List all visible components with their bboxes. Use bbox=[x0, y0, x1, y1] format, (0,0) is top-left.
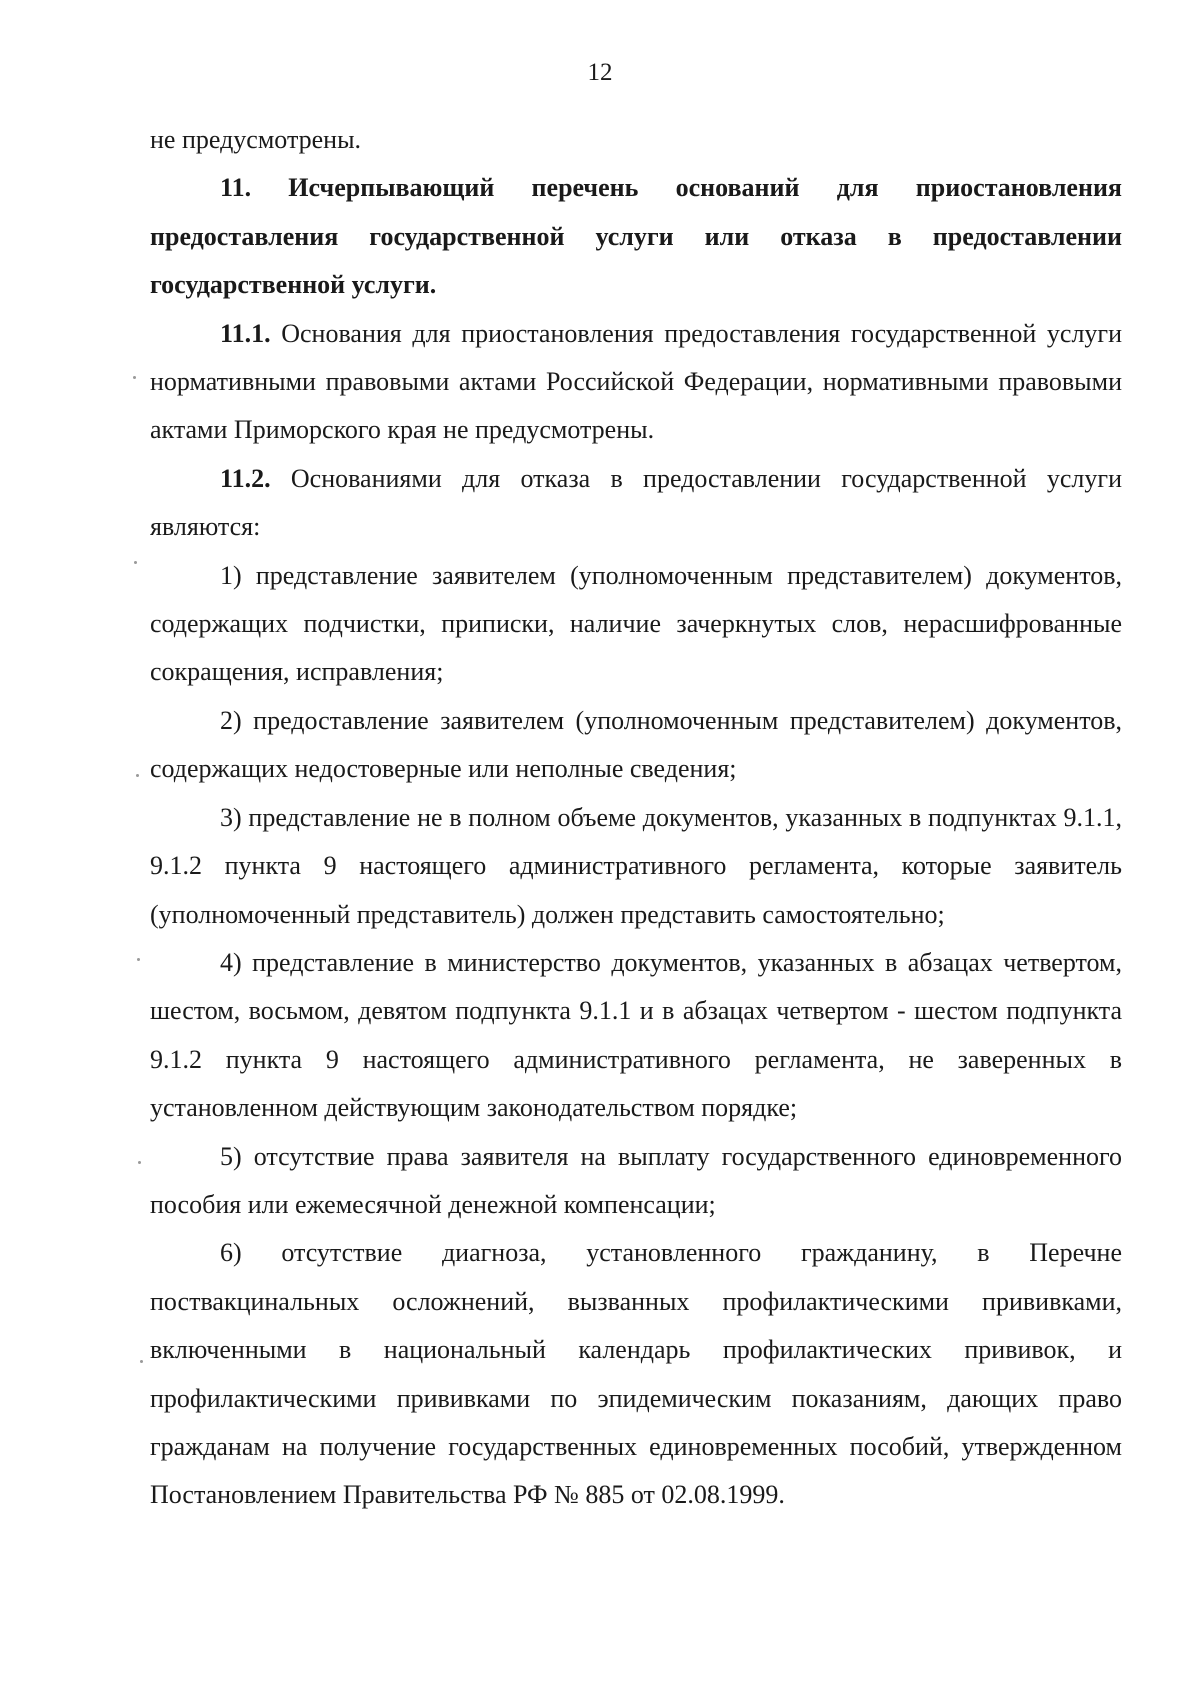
paragraph-11-2 bbox=[150, 455, 1122, 552]
section-heading-11: 11. Исчерпывающий перечень оснований для приостановления предоставления государственной услуги или отказа в предоставлении государственной услуги. bbox=[150, 173, 1122, 300]
clause-number-11-2: 11.2. bbox=[220, 463, 271, 493]
list-item-4: 4) представление в министерство документов, указанных в абзацах четвертом, шестом, восьмом, девятом подпункта 9.1.1 и в абзацах четвертом - шестом подпункта 9.1.2 пункта 9 настоящего административного регламента, не заверенных в установленном действующим законодательством порядке; bbox=[150, 947, 1122, 1123]
paragraph-11-1 bbox=[150, 310, 1122, 455]
list-item-5: 5) отсутствие права заявителя на выплату государственного единовременного пособия или ежемесячной денежной компенсации; bbox=[150, 1141, 1122, 1219]
scan-speck bbox=[133, 376, 136, 379]
scan-speck bbox=[137, 958, 140, 961]
list-item-1: 1) представление заявителем (уполномоченным представителем) документов, содержащих подчистки, приписки, наличие зачеркнутых слов, нерасшифрованные сокращения, исправления; bbox=[150, 560, 1122, 687]
scan-speck bbox=[140, 1360, 143, 1363]
list-item-2: 2) предоставление заявителем (уполномоченным представителем) документов, содержащих недостоверные или неполные сведения; bbox=[150, 705, 1122, 784]
page-number: 12 bbox=[587, 59, 613, 86]
scan-speck bbox=[134, 561, 137, 564]
list-item-3: 3) представление не в полном объеме документов, указанных в подпунктах 9.1.1, 9.1.2 пункта 9 настоящего административного регламента, которые заявитель (уполномоченный представитель) должен представить самостоятельно; bbox=[150, 802, 1122, 929]
paragraph-continuation: не предусмотрены. bbox=[150, 125, 362, 154]
clause-text-11-1: Основания для приостановления предоставления государственной услуги нормативными правовыми актами Российской Федерации, нормативными правовыми актами Приморского края не предусмотрены. bbox=[150, 318, 1122, 445]
scan-speck bbox=[136, 774, 139, 777]
clause-number-11-1: 11.1. bbox=[220, 318, 271, 348]
document-body bbox=[150, 116, 1122, 1520]
clause-text-11-2: Основаниями для отказа в предоставлении государственной услуги являются: bbox=[150, 463, 1122, 542]
list-item-6: 6) отсутствие диагноза, установленного гражданину, в Перечне поствакцинальных осложнений, вызванных профилактическими прививками, включенными в национальный календарь профилактических прививок, и профилактическими прививками по эпидемическим показаниям, дающих право гражданам на получение государственных единовременных пособий, утвержденном Постановлением Правительства РФ № 885 от 02.08.1999. bbox=[150, 1238, 1122, 1510]
scan-speck bbox=[138, 1161, 141, 1164]
